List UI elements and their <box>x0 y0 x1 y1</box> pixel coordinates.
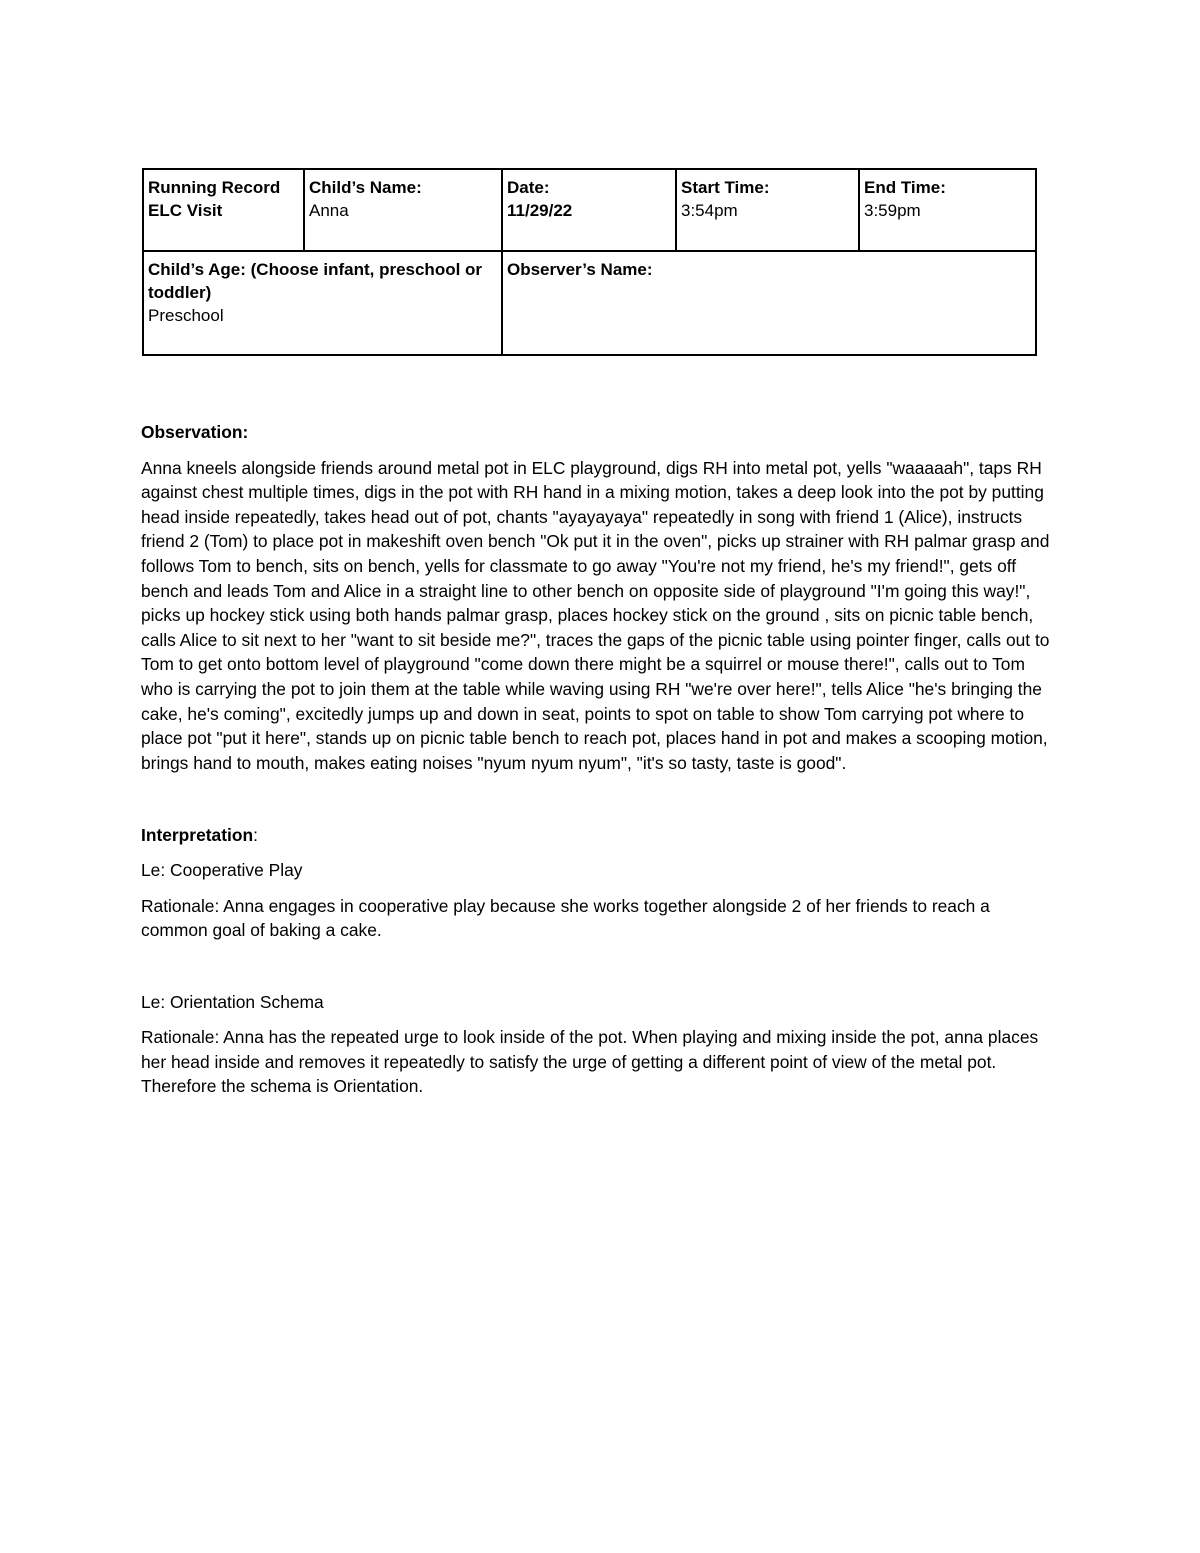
observer-name-label: Observer’s Name: <box>507 260 653 279</box>
record-header-row <box>143 169 1036 251</box>
running-record-cell <box>143 169 304 251</box>
date-label: Date: <box>507 178 550 197</box>
end-time-label: End Time: <box>864 178 946 197</box>
elc-visit-label: ELC Visit <box>148 201 223 220</box>
document-body <box>141 420 1056 1099</box>
interpretation-heading-line <box>141 823 1056 848</box>
learning-experience-1: Le: Cooperative Play <box>141 859 303 880</box>
interpretation-heading: Interpretation <box>141 825 254 846</box>
date-value: 11/29/22 <box>507 201 573 220</box>
start-time-value: 3:54pm <box>681 201 738 220</box>
child-age-label: Child’s Age: (Choose infant, preschool or toddler) <box>148 260 483 302</box>
child-name-value: Anna <box>309 201 349 220</box>
end-time-value: 3:59pm <box>864 201 921 220</box>
observation-heading: Observation: <box>141 422 249 442</box>
end-time-cell <box>859 169 1036 251</box>
child-age-value: Preschool <box>148 306 224 325</box>
rationale-1: Rationale: Anna engages in cooperative play because she works together alongside 2 of her friends to reach a common goal of baking a cake. <box>141 895 990 941</box>
record-detail-row <box>143 251 1036 355</box>
observer-name-cell <box>502 251 1036 355</box>
child-name-label: Child’s Name: <box>309 178 422 197</box>
observation-text: Anna kneels alongside friends around metal pot in ELC playground, digs RH into metal pot, yells "waaaaah", taps RH against chest multiple times, digs in the pot with RH hand in a mixing motion, takes a deep look into the pot by putting head inside repeatedly, takes head out of pot, chants "ayayayaya" repeatedly in song with friend 1 (Alice), instructs friend 2 (Tom) to place pot in makeshift oven bench "Ok put it in the oven", picks up strainer with RH palmar grasp and follows Tom to bench, sits on bench, yells for classmate to go away "You're not my friend, he's my friend!", gets off bench and leads Tom and Alice in a straight line to other bench on opposite side of playground "I'm going this way!", picks up hockey stick using both hands palmar grasp, places hockey stick on the ground , sits on picnic table bench, calls Alice to sit next to her "want to sit beside me?", traces the gaps of the picnic table using pointer finger, calls out to Tom to get onto bottom level of playground "come down there might be a squirrel or mouse there!", calls out to Tom who is carrying the pot to join them at the table while waving using RH "we're over here!", tells Alice "he's bringing the cake, he's coming", excitedly jumps up and down in seat, points to spot on table to show Tom carrying pot where to place pot "put it here", stands up on picnic table bench to reach pot, places hand in pot and makes a scooping motion, brings hand to mouth, makes eating noises "nyum nyum nyum", "it's so tasty, taste is good". <box>141 457 1050 773</box>
rationale-2: Rationale: Anna has the repeated urge to look inside of the pot. When playing and mixing inside the pot, anna places her head inside and removes it repeatedly to satisfy the urge of getting a different point of view of the metal pot. Therefore the schema is Orientation. <box>141 1027 1039 1097</box>
running-record-title: Running Record <box>148 178 281 197</box>
date-cell <box>502 169 676 251</box>
start-time-cell <box>676 169 859 251</box>
learning-experience-2: Le: Orientation Schema <box>141 991 324 1012</box>
interpretation-colon: : <box>253 825 258 846</box>
start-time-label: Start Time: <box>681 178 770 197</box>
interpretation-section <box>141 823 1056 1099</box>
running-record-table <box>142 168 1037 356</box>
child-name-cell <box>304 169 502 251</box>
child-age-cell <box>143 251 502 355</box>
